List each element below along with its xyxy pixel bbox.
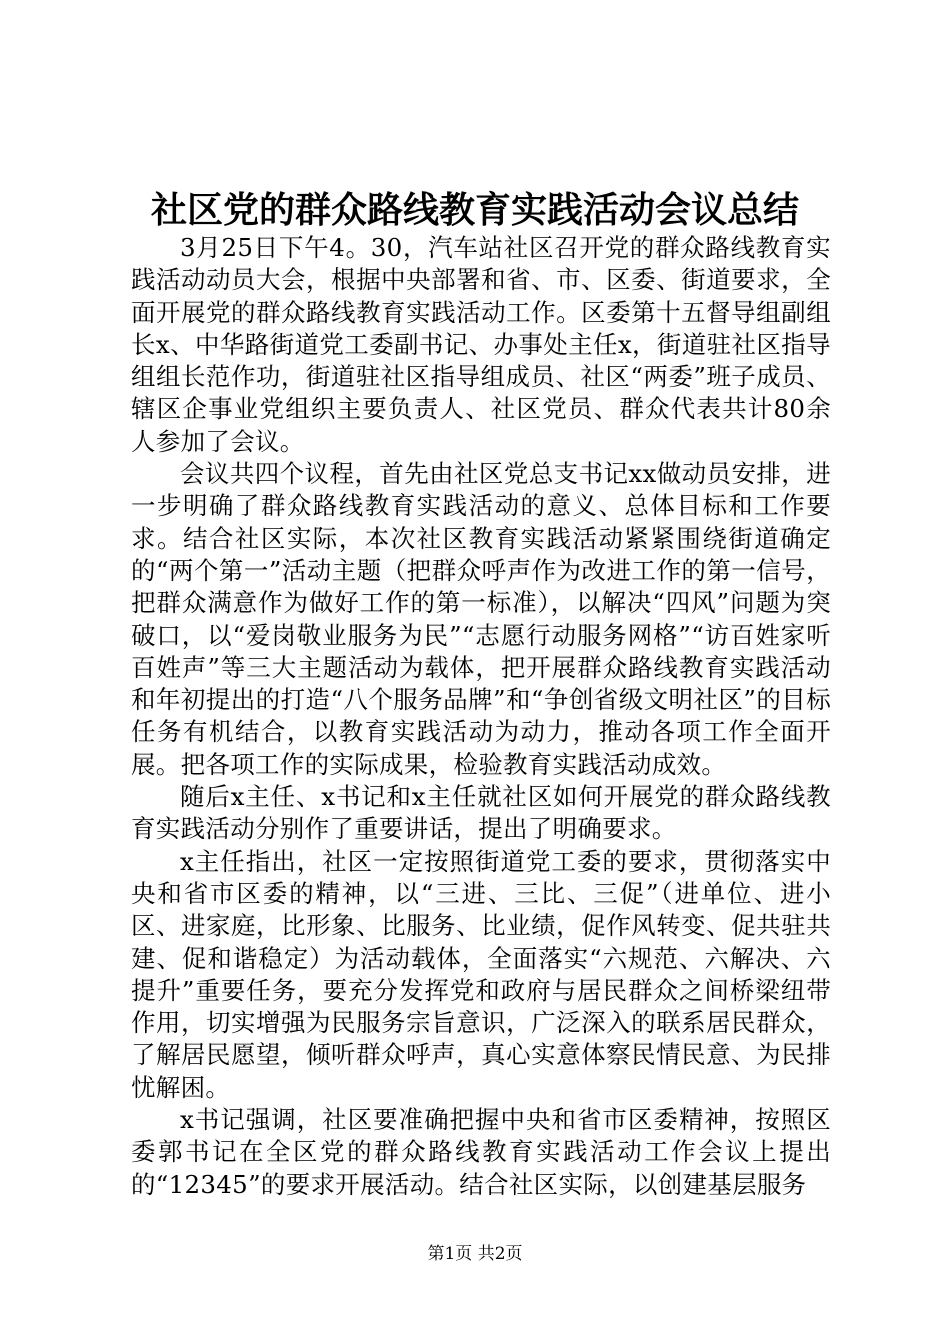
paragraph-3: 随后x主任、x书记和x主任就社区如何开展党的群众路线教育实践活动分别作了重要讲话，提出了明确要求。 <box>131 782 831 844</box>
page-number-footer: 第1页 共2页 <box>427 1244 523 1264</box>
paragraph-5: x书记强调，社区要准确把握中央和省市区委精神，按照区委郭书记在全区党的群众路线教育实践活动工作会议上提出的“12345”的要求开展活动。结合社区实际，以创建基层服务 <box>131 1105 831 1199</box>
paragraph-4: x主任指出，社区一定按照街道党工委的要求，贯彻落实中央和省市区委的精神，以“三进、三比、三促”（进单位、进小区、进家庭，比形象、比服务、比业绩，促作风转变、促共驻共建、促和谐稳定）为活动载体，全面落实“六规范、六解决、六提升”重要任务，要充分发挥党和政府与居民群众之间桥梁纽带作用，切实增强为民服务宗旨意识，广泛深入的联系居民群众，了解居民愿望，倾听群众呼声，真心实意体察民情民意、为民排忧解困。 <box>131 846 831 1102</box>
document-title: 社区党的群众路线教育实践活动会议总结 <box>150 189 799 231</box>
document-body <box>131 232 831 1201</box>
paragraph-2: 会议共四个议程，首先由社区党总支书记xx做动员安排，进一步明确了群众路线教育实践活动的意义、总体目标和工作要求。结合社区实际，本次社区教育实践活动紧紧围绕街道确定的“两个第一”活动主题（把群众呼声作为改进工作的第一信号，把群众满意作为做好工作的第一标准），以解决“四风”问题为突破口，以“爱岗敬业服务为民”“志愿行动服务网格”“访百姓家听百姓声”等三大主题活动为载体，把开展群众路线教育实践活动和年初提出的打造“八个服务品牌”和“争创省级文明社区”的目标任务有机结合，以教育实践活动为动力，推动各项工作全面开展。把各项工作的实际成果，检验教育实践活动成效。 <box>131 459 831 779</box>
paragraph-1: 3月25日下午4。30，汽车站社区召开党的群众路线教育实践活动动员大会，根据中央部署和省、市、区委、街道要求，全面开展党的群众路线教育实践活动工作。区委第十五督导组副组长x、中华路街道党工委副书记、办事处主任x，街道驻社区指导组组长范作功，街道驻社区指导组成员、社区“两委”班子成员、辖区企事业党组织主要负责人、社区党员、群众代表共计80余人参加了会议。 <box>131 233 831 456</box>
